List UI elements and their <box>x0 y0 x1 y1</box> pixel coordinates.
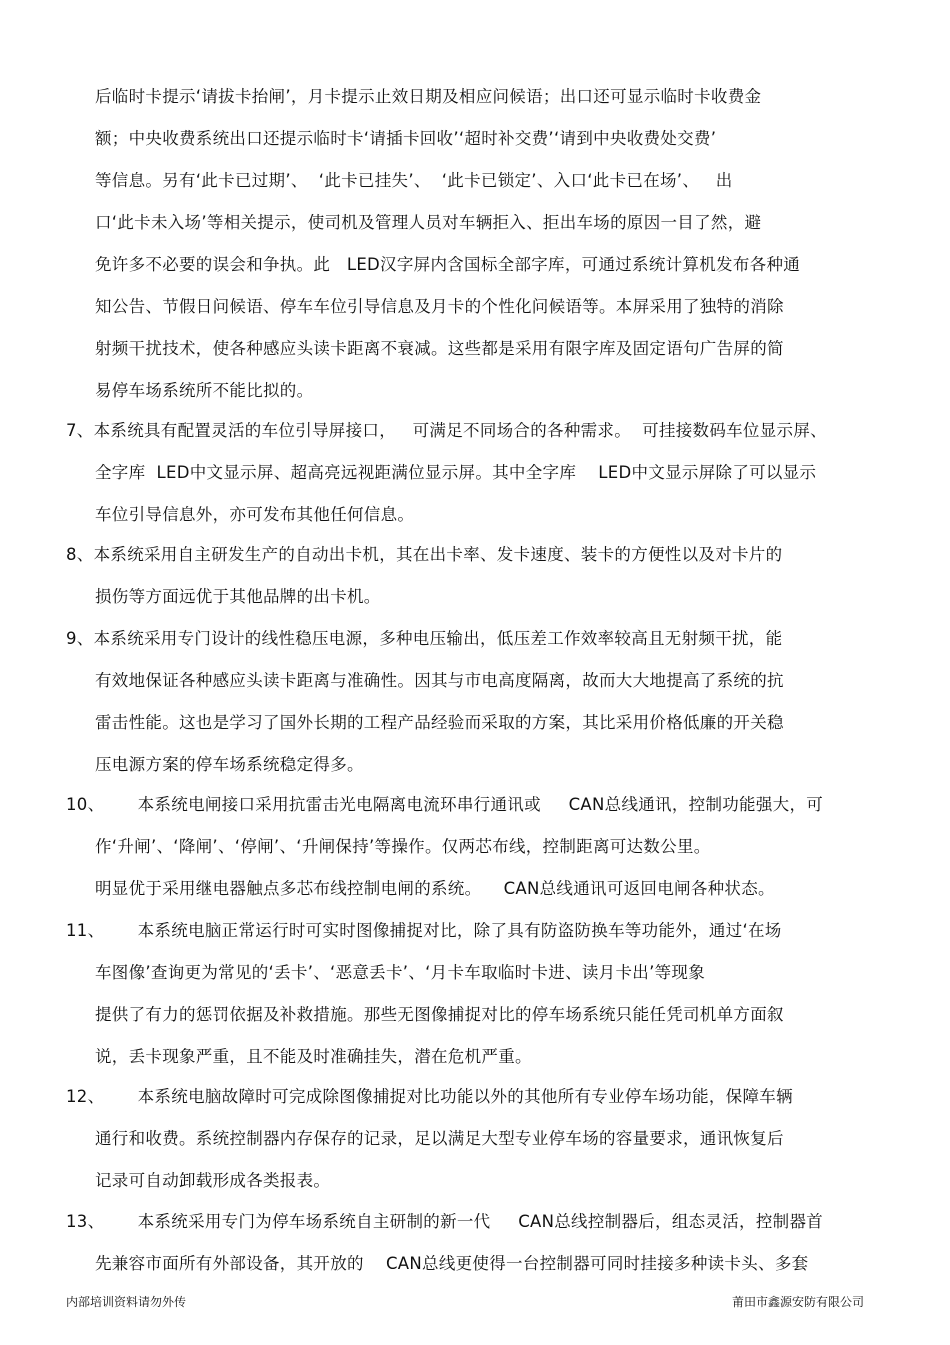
text-line: 作‘升闸’、‘降闸’、‘停闸’、‘升闸保持’等操作。仅两芯布线，控制距离可达数公里。 <box>95 837 711 856</box>
list-item-10: 10、 本系统电闸接口采用抗雷击光电隔离电流环串行通讯或 CAN总线通讯，控制功能强大，可 <box>66 795 824 814</box>
text-line: 雷击性能。这也是学习了国外长期的工程产品经验而采取的方案，其比采用价格低廉的开关稳 <box>95 713 784 732</box>
text-line: 有效地保证各种感应头读卡距离与准确性。因其与市电高度隔离，故而大大地提高了系统的抗 <box>95 671 784 690</box>
text-line: 明显优于采用继电器触点多芯布线控制电闸的系统。 CAN总线通讯可返回电闸各种状态。 <box>95 879 775 898</box>
text-line: 损伤等方面远优于其他品牌的出卡机。 <box>95 587 381 606</box>
text-line: 先兼容市面所有外部设备，其开放的 CAN总线更使得一台控制器可同时挂接多种读卡头、多套 <box>95 1254 809 1273</box>
list-item-9: 9、本系统采用专门设计的线性稳压电源，多种电压输出，低压差工作效率较高且无射频干扰，能 <box>66 629 783 648</box>
text-line: 易停车场系统所不能比拟的。 <box>95 381 314 400</box>
text-line: 等信息。另有‘此卡已过期’、 ‘此卡已挂失’、 ‘此卡已锁定’、入口‘此卡已在场’、 出 <box>95 171 733 190</box>
text-line: 口‘此卡未入场’等相关提示，使司机及管理人员对车辆拒入、拒出车场的原因一目了然，避 <box>95 213 762 232</box>
text-line: 车图像’查询更为常见的‘丢卡’、‘恶意丢卡’、‘月卡车取临时卡进、读月卡出’等现象 <box>95 963 706 982</box>
list-item-7: 7、本系统具有配置灵活的车位引导屏接口， 可满足不同场合的各种需求。 可挂接数码车位显示屏、 <box>66 421 827 440</box>
text-line: 通行和收费。系统控制器内存保存的记录，足以满足大型专业停车场的容量要求，通讯恢复后 <box>95 1129 784 1148</box>
text-line: 说，丢卡现象严重，且不能及时准确挂失，潜在危机严重。 <box>95 1047 532 1066</box>
text-line: 提供了有力的惩罚依据及补救措施。那些无图像捕捉对比的停车场系统只能任凭司机单方面叙 <box>95 1005 784 1024</box>
text-line: 知公告、节假日问候语、停车车位引导信息及月卡的个性化问候语等。本屏采用了独特的消除 <box>95 297 784 316</box>
text-line: 记录可自动卸载形成各类报表。 <box>95 1171 331 1190</box>
footer-left: 内部培训资料请勿外传 <box>66 1295 187 1309</box>
text-line: 后临时卡提示‘请拔卡抬闸’，月卡提示止效日期及相应问候语；出口还可显示临时卡收费金 <box>95 87 762 106</box>
text-line: 额；中央收费系统出口还提示临时卡‘请插卡回收’‘超时补交费’‘请到中央收费处交费’ <box>95 129 717 148</box>
text-line: 射频干扰技术，使各种感应头读卡距离不衰减。这些都是采用有限字库及固定语句广告屏的简 <box>95 339 784 358</box>
footer-right: 莆田市鑫源安防有限公司 <box>731 1295 864 1309</box>
text-line: 全字库 LED中文显示屏、超高亮远视距满位显示屏。其中全字库 LED中文显示屏除了可以显示 <box>95 463 817 482</box>
list-item-8: 8、本系统采用自主研发生产的自动出卡机，其在出卡率、发卡速度、装卡的方便性以及对卡片的 <box>66 545 783 564</box>
list-item-13: 13、 本系统采用专门为停车场系统自主研制的新一代 CAN总线控制器后，组态灵活，控制器首 <box>66 1212 824 1231</box>
text-line: 车位引导信息外，亦可发布其他任何信息。 <box>95 505 415 524</box>
text-line: 压电源方案的停车场系统稳定得多。 <box>95 755 364 774</box>
text-line: 免许多不必要的误会和争执。此 LED汉字屏内含国标全部字库，可通过系统计算机发布各种通 <box>95 255 801 274</box>
list-item-11: 11、 本系统电脑正常运行时可实时图像捕捉对比，除了具有防盗防换车等功能外，通过‘在场 <box>66 921 782 940</box>
list-item-12: 12、 本系统电脑故障时可完成除图像捕捉对比功能以外的其他所有专业停车场功能，保障车辆 <box>66 1087 793 1106</box>
